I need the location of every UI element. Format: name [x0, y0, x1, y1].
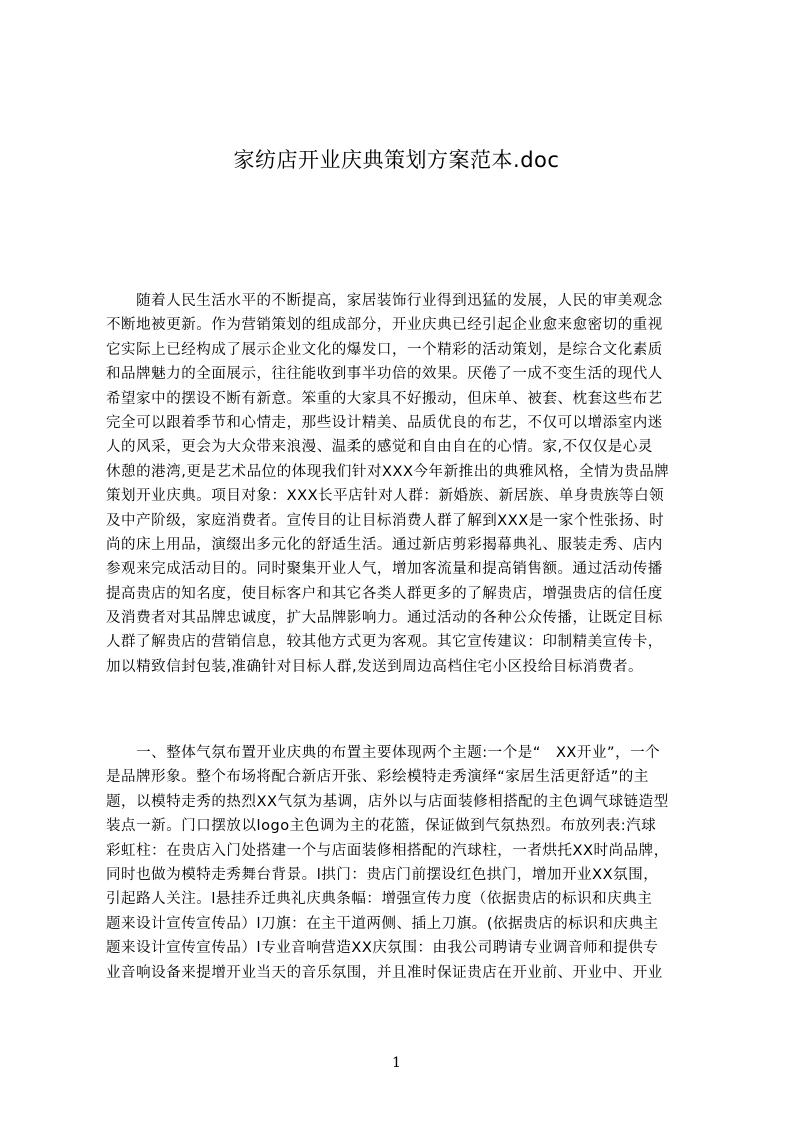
paragraph-intro — [106, 289, 699, 679]
text-line: 策划开业庆典。项目对象：XXX长平店针对人群：新婚族、新居族、单身贵族等白领 — [106, 488, 665, 505]
paragraph-atmosphere — [106, 741, 699, 985]
text-line: 加以精致信封包装,准确针对目标人群,发送到周边高档住宅小区投给目标消费者。 — [106, 658, 644, 675]
text-line: 及消费者对其品牌忠诚度，扩大品牌影响力。通过活动的各种公众传播，让既定目标 — [106, 610, 663, 627]
text-line: 一、整体气氛布置开业庆典的布置主要体现两个主题:一个是“ XX开业”，一个 — [106, 745, 661, 761]
text-line: 完全可以跟着季节和心情走，那些设计精美、品质优良的布艺，不仅可以增添室内迷 — [106, 414, 663, 431]
text-line: 参观来完成活动目的。同时聚集开业人气，增加客流量和提高销售额。通过活动传播 — [106, 561, 663, 578]
text-line: 尚的床上用品，演缀出多元化的舒适生活。通过新店剪彩揭幕典礼、服装走秀、店内 — [106, 536, 663, 553]
text-line: 和品牌魅力的全面展示，往往能收到事半功倍的效果。厌倦了一成不变生活的现代人 — [106, 366, 663, 383]
text-line: 题来设计宣传宣传品）l刀旗：在主干道两侧、插上刀旗。(依据贵店的标识和庆典主 — [106, 915, 659, 932]
text-line: 引起路人关注。l悬挂乔迁典礼庆典条幅：增强宣传力度（依据贵店的标识和庆典主 — [106, 891, 653, 908]
text-line: 彩虹柱：在贵店入门处搭建一个与店面装修相搭配的汽球柱，一者烘托XX时尚品牌， — [106, 842, 669, 859]
text-line: 它实际上已经构成了展示企业文化的爆发口，一个精彩的活动策划，是综合文化素质 — [106, 341, 663, 358]
text-line: 不断地被更新。作为营销策划的组成部分，开业庆典已经引起企业愈来愈密切的重视 — [106, 317, 663, 334]
page-number: 1 — [392, 1055, 401, 1071]
text-line: 希望家中的摆设不断有新意。笨重的大家具不好搬动，但床单、被套、枕套这些布艺 — [106, 390, 663, 407]
text-line: 提高贵店的知名度，使目标客户和其它各类人群更多的了解贵店，增强贵店的信任度 — [106, 585, 663, 602]
text-line: 人群了解贵店的营销信息，较其他方式更为客观。其它宣传建议：印制精美宣传卡， — [106, 634, 663, 651]
text-line: 是品牌形象。整个布场将配合新店开张、彩绘模特走秀演绎“家居生活更舒适”的主 — [106, 769, 649, 786]
text-line: 休憩的港湾,更是艺术品位的体现我们针对XXX今年新推出的典雅风格，全情为贵品牌 — [106, 463, 670, 480]
text-line: 人的风采，更会为大众带来浪漫、温柔的感觉和自由自在的心情。家,不仅仅是心灵 — [106, 439, 653, 456]
document-title: 家纺店开业庆典策划方案范本.doc — [233, 148, 560, 172]
text-line: 题来设计宣传宣传品）l专业音响营造XX庆氛围：由我公司聘请专业调音师和提供专 — [106, 940, 659, 957]
text-line: 及中产阶级，家庭消费者。宣传目的让目标消费人群了解到XXX是一家个性张扬、时 — [106, 512, 665, 529]
text-line: 装点一新。门口摆放以logo主色调为主的花篮，保证做到气氛热烈。布放列表:汽球 — [106, 818, 657, 835]
text-line: 业音响设备来提增开业当天的音乐氛围，并且准时保证贵店在开业前、开业中、开业 — [106, 964, 663, 981]
text-line: 随着人民生活水平的不断提高，家居装饰行业得到迅猛的发展，人民的审美观念 — [106, 293, 663, 309]
text-line: 同时也做为模特走秀舞台背景。l拱门：贵店门前摆设红色拱门，增加开业XX氛围， — [106, 866, 659, 883]
text-line: 题，以模特走秀的热烈XX气氛为基调，店外以与店面装修相搭配的主色调气球链造型 — [106, 793, 669, 810]
